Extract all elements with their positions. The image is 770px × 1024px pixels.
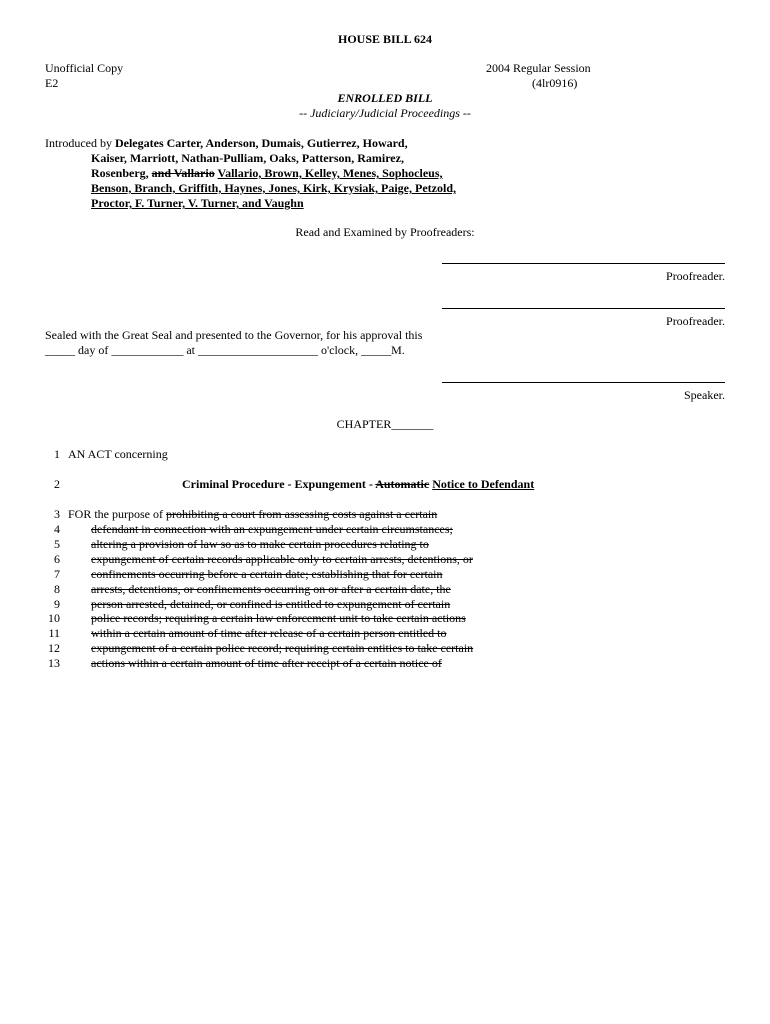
line-number: 7 <box>54 567 60 581</box>
sealed-text-line-1: Sealed with the Great Seal and presented to the Governor, for his approval this <box>45 328 423 342</box>
copy-type: Unofficial Copy <box>45 61 124 75</box>
struck-text: expungement of a certain police record; requiring certain entities to take certain <box>91 641 474 655</box>
line-number: 3 <box>54 507 60 521</box>
line-number: 6 <box>54 552 60 566</box>
speaker-role: Speaker. <box>684 388 725 402</box>
line-number: 5 <box>54 537 60 551</box>
act-title: Criminal Procedure - Expungement - Automatic Notice to Defendant <box>182 477 535 491</box>
draft-number: (4lr0916) <box>532 76 578 90</box>
proofreader-role: Proofreader. <box>666 269 725 283</box>
line-number: 13 <box>48 656 60 670</box>
sponsor-names: Delegates Carter, Anderson, Dumais, Gutierrez, Howard, <box>114 136 408 150</box>
struck-text: arrests, detentions, or confinements occurring on or after a certain date, the <box>91 582 451 596</box>
struck-sponsor: and Vallario <box>151 166 215 180</box>
proofreader-role: Proofreader. <box>666 314 725 328</box>
line-number: 2 <box>54 477 60 491</box>
sponsors-line-2: Kaiser, Marriott, Nathan-Pulliam, Oaks, Patterson, Ramirez, <box>91 151 404 165</box>
added-words: Notice to Defendant <box>432 477 535 491</box>
enrolled-label: ENROLLED BILL <box>337 91 433 105</box>
signature-line <box>442 382 725 383</box>
struck-word: Automatic <box>375 477 430 491</box>
sponsor-names: Rosenberg, <box>91 166 152 180</box>
struck-text: actions within a certain amount of time after receipt of a certain notice of <box>91 656 442 670</box>
line-number: 1 <box>54 447 60 461</box>
chapter-label: CHAPTER_______ <box>336 417 434 431</box>
signature-line <box>442 308 725 309</box>
struck-text: confinements occurring before a certain date; establishing that for certain <box>91 567 443 581</box>
bill-title: HOUSE BILL 624 <box>337 32 433 46</box>
sealed-text-line-2: _____ day of ____________ at ____________________ o'clock, _____M. <box>45 343 405 357</box>
line-number: 4 <box>54 522 60 536</box>
struck-text: defendant in connection with an expungement under certain circumstances; <box>91 522 453 536</box>
proofreaders-heading: Read and Examined by Proofreaders: <box>295 225 475 239</box>
signature-line <box>442 263 725 264</box>
line-number: 8 <box>54 582 60 596</box>
sponsors-line-4: Benson, Branch, Griffith, Haynes, Jones, Kirk, Krysiak, Paige, Petzold, <box>91 181 456 195</box>
struck-text: prohibiting a court from assessing costs against a certain <box>166 507 438 521</box>
line-number: 10 <box>48 611 60 625</box>
struck-text: within a certain amount of time after release of a certain person entitled to <box>91 626 447 640</box>
line-number: 9 <box>54 597 60 611</box>
struck-text: expungement of certain records applicable only to certain arrests, detentions, or <box>91 552 473 566</box>
session: 2004 Regular Session <box>486 61 591 75</box>
sponsors-line-1 <box>45 136 408 151</box>
act-text: AN ACT concerning <box>68 447 168 461</box>
sponsors-line-5: Proctor, F. Turner, V. Turner, and Vaughn <box>91 196 304 210</box>
committee: -- Judiciary/Judicial Proceedings -- <box>299 106 471 120</box>
purpose-line: FOR the purpose of prohibiting a court from assessing costs against a certain <box>68 507 438 521</box>
added-sponsors: Vallario, Brown, Kelley, Menes, Sophocleus, <box>217 166 443 180</box>
struck-text: person arrested, detained, or confined is entitled to expungement of certain <box>91 597 451 611</box>
subject-code: E2 <box>45 76 59 90</box>
line-number: 11 <box>48 626 60 640</box>
line-number: 12 <box>48 641 60 655</box>
sponsors-line-3 <box>91 166 443 181</box>
struck-text: altering a provision of law so as to make certain procedures relating to <box>91 537 429 551</box>
struck-text: police records; requiring a certain law enforcement unit to take certain actions <box>91 611 466 625</box>
introduced-by-label: Introduced by <box>45 136 115 150</box>
